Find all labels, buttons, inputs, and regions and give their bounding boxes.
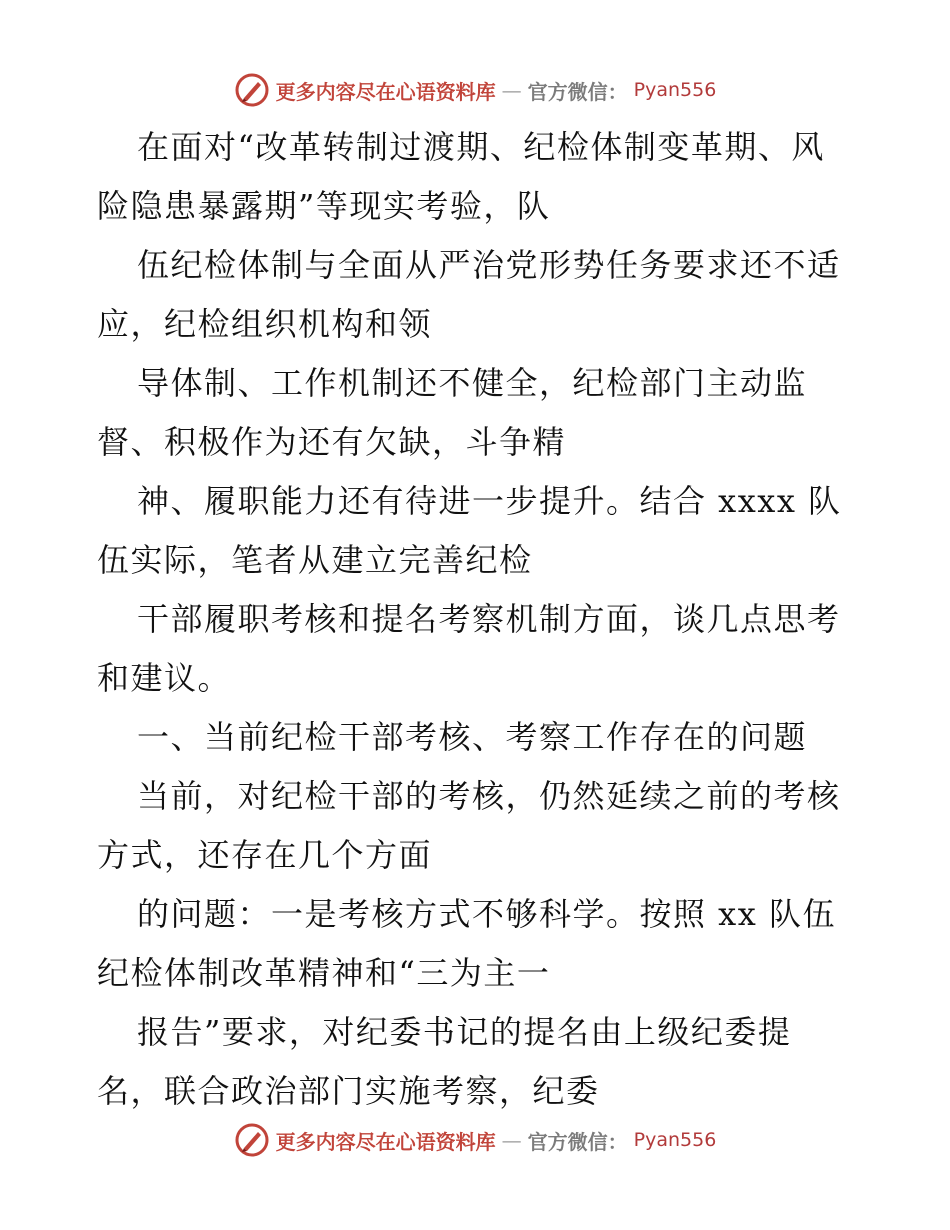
banner-wechat-id: Pyan556	[633, 79, 717, 101]
pen-logo-icon	[234, 72, 270, 108]
paragraph: 干部履职考核和提名考察机制方面，谈几点思考和建议。	[97, 600, 841, 697]
header-watermark-banner	[0, 70, 950, 110]
banner-dash: —	[501, 78, 522, 102]
document-body	[97, 118, 857, 1121]
footer-watermark-banner	[0, 1120, 950, 1160]
banner-text: 更多内容尽在心语资料库	[275, 79, 496, 104]
paragraph: 导体制、工作机制还不健全，纪检部门主动监督、积极作为还有欠缺，斗争精	[97, 364, 808, 461]
pen-logo-icon	[234, 1122, 270, 1158]
banner-wechat-id: Pyan556	[633, 1129, 717, 1151]
paragraph: 神、履职能力还有待进一步提升。结合 xxxx 队伍实际，笔者从建立完善纪检	[97, 482, 842, 579]
paragraph: 当前，对纪检干部的考核，仍然延续之前的考核方式，还存在几个方面	[97, 777, 841, 874]
banner-label: 官方微信：	[527, 79, 628, 104]
paragraph: 报告”要求，对纪委书记的提名由上级纪委提名，联合政治部门实施考察，纪委	[97, 1013, 792, 1110]
paragraph: 的问题：一是考核方式不够科学。按照 xx 队伍纪检体制改革精神和“三为主一	[97, 895, 836, 992]
banner-label: 官方微信：	[527, 1129, 628, 1154]
paragraph: 伍纪检体制与全面从严治党形势任务要求还不适应，纪检组织机构和领	[97, 246, 841, 343]
paragraph: 在面对“改革转制过渡期、纪检体制变革期、风险隐患暴露期”等现实考验，队	[97, 128, 825, 225]
banner-dash: —	[501, 1128, 522, 1152]
section-heading: 一、当前纪检干部考核、考察工作存在的问题	[137, 718, 808, 756]
banner-text: 更多内容尽在心语资料库	[275, 1129, 496, 1154]
